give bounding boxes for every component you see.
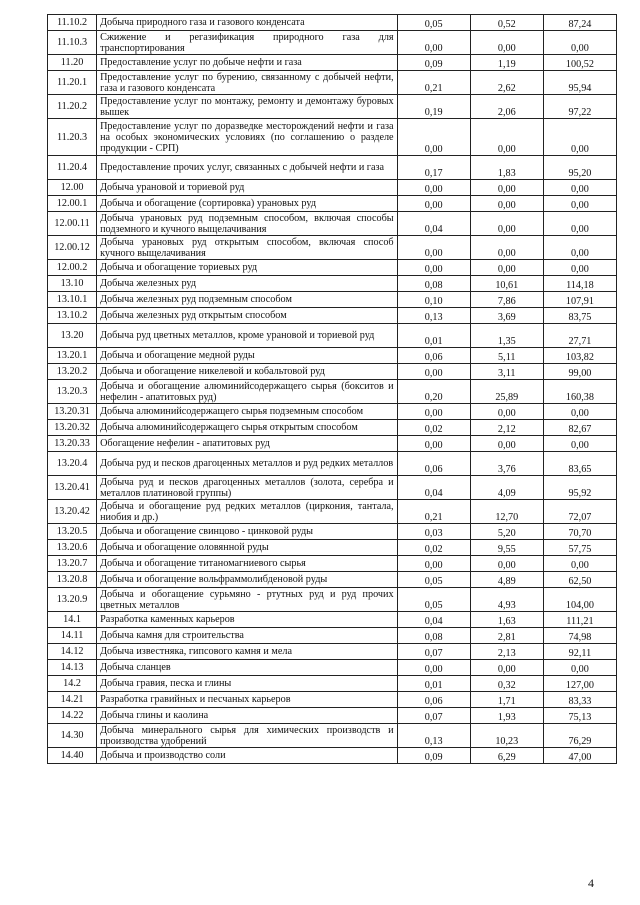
table-row [48,119,617,156]
row-value-1: 0,06 [397,692,470,708]
table-row [48,260,617,276]
row-value-1: 0,21 [397,500,470,524]
row-value-2: 10,23 [470,724,543,748]
row-code: 11.20.3 [48,119,97,156]
table-row [48,660,617,676]
row-value-3: 0,00 [543,180,616,196]
row-code: 11.20.2 [48,95,97,119]
table-row [48,196,617,212]
row-value-3: 97,22 [543,95,616,119]
table-row [48,180,617,196]
row-code: 13.20.32 [48,420,97,436]
row-value-1: 0,04 [397,612,470,628]
row-code: 13.20.6 [48,540,97,556]
row-value-1: 0,17 [397,156,470,180]
row-code: 14.12 [48,644,97,660]
row-name: Добыча алюминийсодержащего сырья открытым способом [97,420,398,436]
row-value-2: 25,89 [470,380,543,404]
row-name: Добыча и обогащение алюминийсодержащего сырья (бокситов и нефелин - апатитовых руд) [97,380,398,404]
table-row [48,500,617,524]
row-value-1: 0,00 [397,364,470,380]
row-value-2: 1,83 [470,156,543,180]
row-name: Добыча и обогащение сурьмяно - ртутных руд и руд прочих цветных металлов [97,588,398,612]
row-code: 13.10.1 [48,292,97,308]
row-name: Добыча и обогащение титаномагниевого сырья [97,556,398,572]
row-value-3: 114,18 [543,276,616,292]
row-name: Разработка гравийных и песчаных карьеров [97,692,398,708]
row-name: Добыча камня для строительства [97,628,398,644]
row-code: 13.20.5 [48,524,97,540]
row-value-2: 1,19 [470,55,543,71]
row-value-2: 5,11 [470,348,543,364]
row-code: 13.20.41 [48,476,97,500]
row-name: Добыча минерального сырья для химических производств и производства удобрений [97,724,398,748]
activity-codes-table [47,14,617,764]
table-row [48,95,617,119]
row-value-3: 0,00 [543,236,616,260]
row-value-3: 0,00 [543,436,616,452]
row-value-3: 127,00 [543,676,616,692]
table-row [48,692,617,708]
row-value-3: 70,70 [543,524,616,540]
row-value-3: 0,00 [543,31,616,55]
row-value-2: 0,00 [470,660,543,676]
table-row [48,748,617,764]
row-value-1: 0,05 [397,572,470,588]
table-row [48,324,617,348]
row-value-1: 0,00 [397,660,470,676]
row-code: 14.21 [48,692,97,708]
table-row [48,156,617,180]
row-value-3: 47,00 [543,748,616,764]
row-code: 13.20.1 [48,348,97,364]
row-value-2: 0,52 [470,15,543,31]
row-value-1: 0,08 [397,628,470,644]
table-row [48,708,617,724]
row-code: 12.00 [48,180,97,196]
row-value-1: 0,20 [397,380,470,404]
row-value-2: 0,00 [470,556,543,572]
row-value-1: 0,07 [397,708,470,724]
row-value-2: 0,00 [470,196,543,212]
row-value-3: 0,00 [543,260,616,276]
row-code: 12.00.2 [48,260,97,276]
row-name: Добыча руд и песков драгоценных металлов и руд редких металлов [97,452,398,476]
row-code: 13.10 [48,276,97,292]
row-value-1: 0,19 [397,95,470,119]
row-name: Добыча урановой и ториевой руд [97,180,398,196]
row-code: 13.20.2 [48,364,97,380]
row-value-2: 9,55 [470,540,543,556]
row-code: 13.20.42 [48,500,97,524]
table-row [48,612,617,628]
row-value-3: 0,00 [543,660,616,676]
row-name: Разработка каменных карьеров [97,612,398,628]
row-value-3: 83,33 [543,692,616,708]
row-name: Добыча и обогащение медной руды [97,348,398,364]
row-value-3: 92,11 [543,644,616,660]
row-value-3: 103,82 [543,348,616,364]
row-value-1: 0,09 [397,748,470,764]
row-value-1: 0,00 [397,436,470,452]
row-value-2: 3,11 [470,364,543,380]
row-value-3: 75,13 [543,708,616,724]
row-value-1: 0,00 [397,196,470,212]
table-row [48,452,617,476]
row-code: 14.30 [48,724,97,748]
row-value-1: 0,06 [397,348,470,364]
row-value-1: 0,00 [397,119,470,156]
row-value-3: 83,65 [543,452,616,476]
row-value-2: 2,06 [470,95,543,119]
row-value-1: 0,13 [397,308,470,324]
row-value-2: 0,00 [470,180,543,196]
table-row [48,420,617,436]
row-value-3: 0,00 [543,196,616,212]
row-code: 14.1 [48,612,97,628]
row-value-1: 0,02 [397,540,470,556]
row-name: Добыча гравия, песка и глины [97,676,398,692]
row-value-3: 72,07 [543,500,616,524]
row-code: 14.40 [48,748,97,764]
row-name: Добыча и обогащение руд редких металлов (циркония, тантала, ниобия и др.) [97,500,398,524]
row-value-2: 0,00 [470,236,543,260]
row-value-2: 2,12 [470,420,543,436]
table-row [48,364,617,380]
row-code: 11.10.2 [48,15,97,31]
row-value-2: 4,93 [470,588,543,612]
row-value-2: 0,00 [470,212,543,236]
table-row [48,292,617,308]
row-value-2: 7,86 [470,292,543,308]
row-value-1: 0,05 [397,588,470,612]
row-value-3: 95,94 [543,71,616,95]
table-row [48,404,617,420]
row-value-3: 74,98 [543,628,616,644]
table-row [48,628,617,644]
row-name: Добыча природного газа и газового конденсата [97,15,398,31]
row-name: Обогащение нефелин - апатитовых руд [97,436,398,452]
row-value-3: 95,92 [543,476,616,500]
row-code: 13.20.9 [48,588,97,612]
row-value-3: 62,50 [543,572,616,588]
row-value-2: 2,13 [470,644,543,660]
row-code: 11.20.1 [48,71,97,95]
row-name: Добыча железных руд [97,276,398,292]
row-value-1: 0,06 [397,452,470,476]
row-value-1: 0,05 [397,15,470,31]
table-row [48,524,617,540]
row-name: Добыча и обогащение никелевой и кобальтовой руд [97,364,398,380]
table-row [48,348,617,364]
table-row [48,476,617,500]
table-row [48,212,617,236]
table-row [48,15,617,31]
row-value-3: 0,00 [543,404,616,420]
row-value-3: 160,38 [543,380,616,404]
row-name: Сжижение и регазификация природного газа для транспортирования [97,31,398,55]
row-name: Добыча и обогащение оловянной руды [97,540,398,556]
row-name: Добыча известняка, гипсового камня и мела [97,644,398,660]
row-name: Добыча и производство соли [97,748,398,764]
row-value-3: 27,71 [543,324,616,348]
row-code: 14.11 [48,628,97,644]
table-body [48,15,617,764]
row-value-2: 1,71 [470,692,543,708]
row-name: Добыча и обогащение (сортировка) урановых руд [97,196,398,212]
row-value-1: 0,01 [397,676,470,692]
row-code: 13.20.8 [48,572,97,588]
row-value-3: 99,00 [543,364,616,380]
row-value-2: 0,00 [470,404,543,420]
table-row [48,644,617,660]
row-code: 13.20.3 [48,380,97,404]
row-value-3: 83,75 [543,308,616,324]
row-code: 13.20 [48,324,97,348]
row-value-3: 0,00 [543,556,616,572]
row-code: 14.13 [48,660,97,676]
row-name: Предоставление услуг по бурению, связанному с добычей нефти, газа и газового конденсата [97,71,398,95]
row-value-2: 0,00 [470,31,543,55]
row-value-2: 4,89 [470,572,543,588]
row-value-2: 4,09 [470,476,543,500]
row-code: 14.2 [48,676,97,692]
row-name: Добыча и обогащение вольфраммолибденовой руды [97,572,398,588]
row-name: Добыча железных руд подземным способом [97,292,398,308]
row-value-2: 3,69 [470,308,543,324]
row-value-1: 0,00 [397,260,470,276]
row-code: 13.20.31 [48,404,97,420]
row-value-3: 76,29 [543,724,616,748]
row-name: Предоставление услуг по добыче нефти и газа [97,55,398,71]
row-name: Добыча сланцев [97,660,398,676]
row-code: 14.22 [48,708,97,724]
row-code: 12.00.12 [48,236,97,260]
row-code: 13.20.4 [48,452,97,476]
row-code: 13.10.2 [48,308,97,324]
row-value-2: 1,93 [470,708,543,724]
row-value-3: 95,20 [543,156,616,180]
row-value-1: 0,03 [397,524,470,540]
row-value-2: 1,35 [470,324,543,348]
row-value-2: 1,63 [470,612,543,628]
row-name: Добыча и обогащение ториевых руд [97,260,398,276]
row-value-1: 0,21 [397,71,470,95]
row-value-2: 0,00 [470,119,543,156]
row-name: Добыча руд цветных металлов, кроме урановой и ториевой руд [97,324,398,348]
row-value-1: 0,01 [397,324,470,348]
table-row [48,276,617,292]
row-value-1: 0,00 [397,556,470,572]
table-row [48,308,617,324]
row-value-3: 57,75 [543,540,616,556]
row-value-3: 104,00 [543,588,616,612]
row-value-1: 0,04 [397,212,470,236]
row-value-1: 0,00 [397,31,470,55]
row-value-1: 0,08 [397,276,470,292]
table-row [48,436,617,452]
row-value-2: 2,81 [470,628,543,644]
row-code: 13.20.7 [48,556,97,572]
table-row [48,572,617,588]
row-value-3: 0,00 [543,119,616,156]
row-value-3: 100,52 [543,55,616,71]
row-value-1: 0,09 [397,55,470,71]
table-row [48,71,617,95]
row-name: Предоставление услуг по доразведке месторождений нефти и газа на особых экономических условиях (по соглашению о разделе продукции - СРП) [97,119,398,156]
row-value-2: 5,20 [470,524,543,540]
row-value-2: 3,76 [470,452,543,476]
table-row [48,236,617,260]
table-row [48,55,617,71]
row-code: 12.00.1 [48,196,97,212]
row-value-1: 0,02 [397,420,470,436]
row-value-3: 0,00 [543,212,616,236]
row-value-1: 0,13 [397,724,470,748]
table-row [48,724,617,748]
row-code: 11.20 [48,55,97,71]
table-row [48,556,617,572]
row-value-3: 111,21 [543,612,616,628]
row-value-1: 0,04 [397,476,470,500]
row-value-2: 6,29 [470,748,543,764]
row-name: Добыча алюминийсодержащего сырья подземным способом [97,404,398,420]
row-value-2: 10,61 [470,276,543,292]
row-value-3: 87,24 [543,15,616,31]
row-name: Предоставление прочих услуг, связанных с добычей нефти и газа [97,156,398,180]
row-value-1: 0,10 [397,292,470,308]
row-name: Добыча и обогащение свинцово - цинковой руды [97,524,398,540]
row-value-3: 82,67 [543,420,616,436]
row-name: Добыча урановых руд подземным способом, включая способы подземного и кучного выщелачивания [97,212,398,236]
table-row [48,588,617,612]
row-value-2: 0,00 [470,260,543,276]
page-number: 4 [588,876,594,890]
row-value-2: 0,00 [470,436,543,452]
row-value-1: 0,00 [397,404,470,420]
table-row [48,380,617,404]
row-value-1: 0,00 [397,180,470,196]
row-code: 12.00.11 [48,212,97,236]
row-code: 11.20.4 [48,156,97,180]
row-value-1: 0,00 [397,236,470,260]
row-name: Добыча железных руд открытым способом [97,308,398,324]
row-code: 13.20.33 [48,436,97,452]
row-value-1: 0,07 [397,644,470,660]
row-value-3: 107,91 [543,292,616,308]
row-name: Добыча урановых руд открытым способом, включая способ кучного выщелачивания [97,236,398,260]
row-value-2: 0,32 [470,676,543,692]
table-row [48,31,617,55]
row-name: Добыча руд и песков драгоценных металлов (золота, серебра и металлов платиновой группы) [97,476,398,500]
row-name: Предоставление услуг по монтажу, ремонту и демонтажу буровых вышек [97,95,398,119]
row-name: Добыча глины и каолина [97,708,398,724]
row-value-2: 2,62 [470,71,543,95]
row-code: 11.10.3 [48,31,97,55]
table-row [48,676,617,692]
table-row [48,540,617,556]
row-value-2: 12,70 [470,500,543,524]
